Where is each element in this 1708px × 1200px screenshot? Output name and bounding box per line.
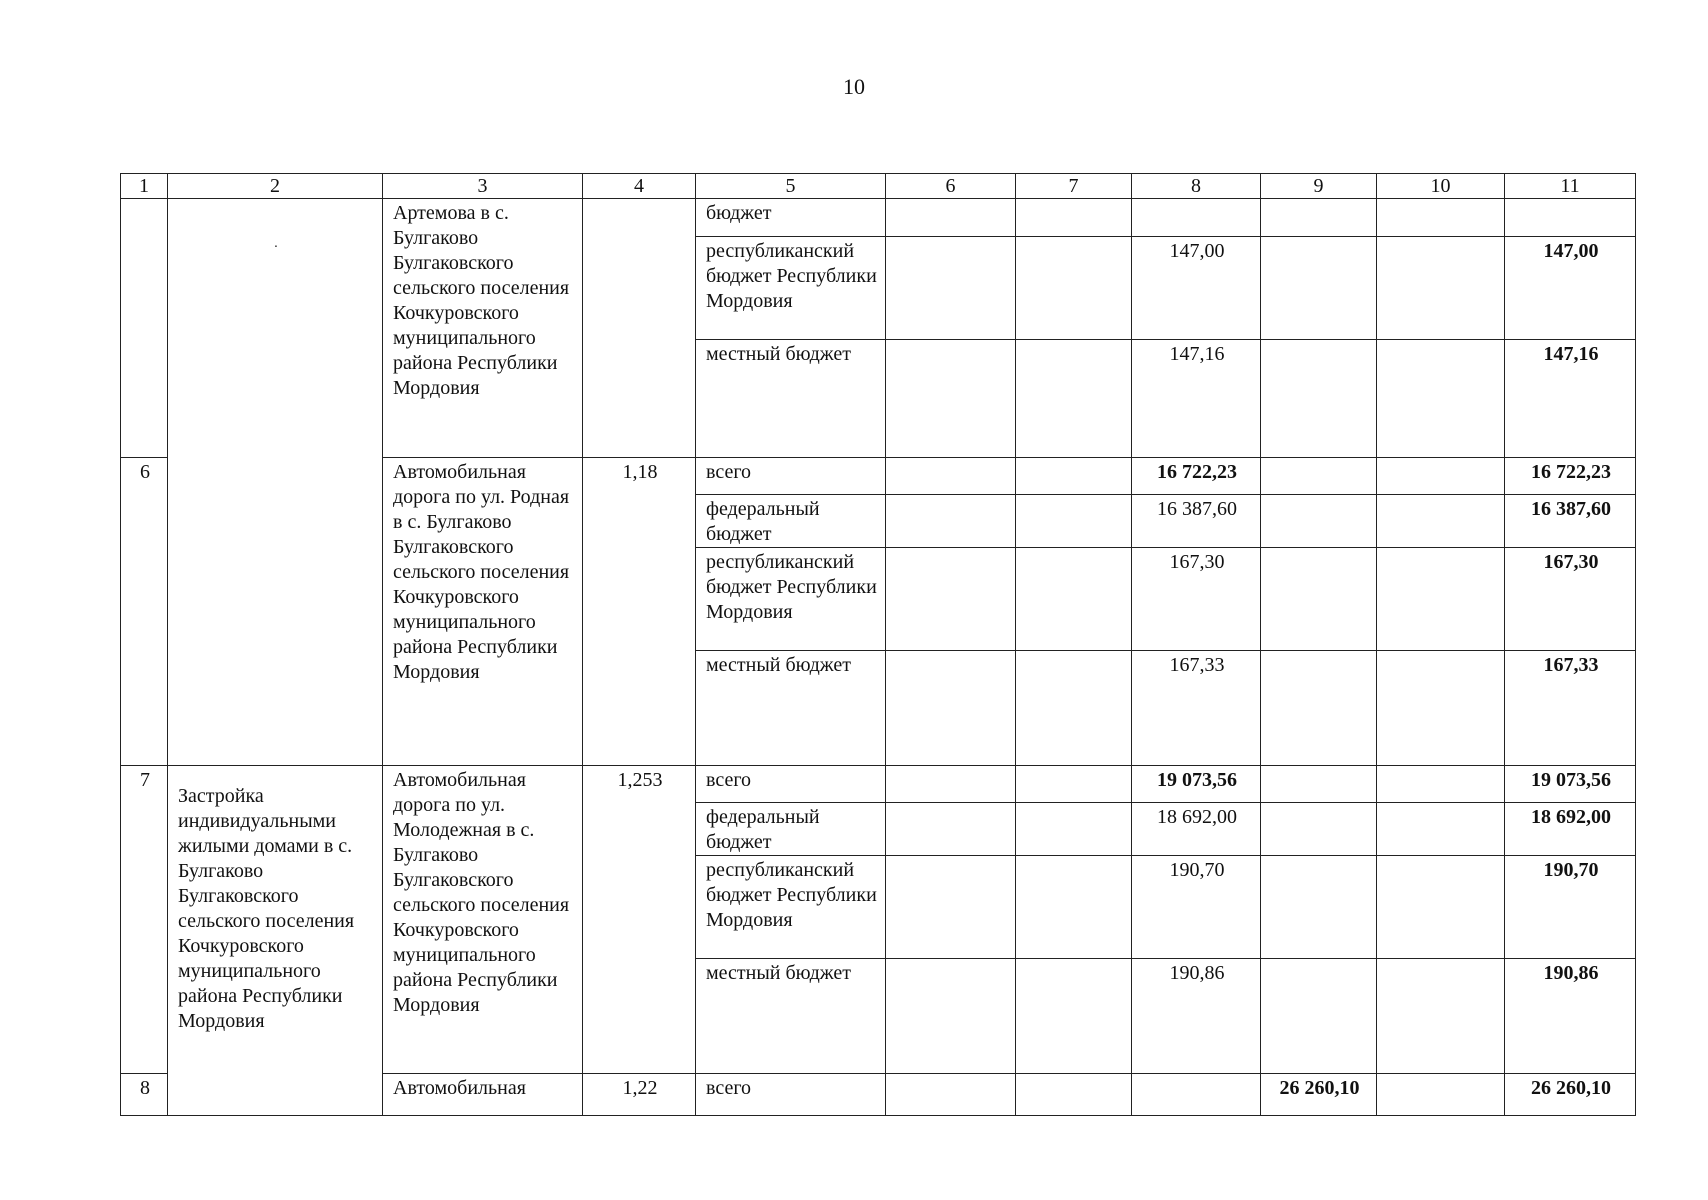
empty-cell <box>1016 199 1132 237</box>
length-cell: 1,253 <box>583 766 696 1074</box>
empty-cell <box>1016 548 1132 651</box>
source-cell: местный бюджет <box>696 340 886 458</box>
empty-cell <box>1377 199 1505 237</box>
road-name-cell: Автомобильная дорога по ул. Молодежная в с. Булгаково Булгаковского сельского поселения Кочкуровского муниципального района Республики Мордовия <box>383 766 583 1074</box>
source-cell: бюджет <box>696 199 886 237</box>
empty-cell <box>1377 651 1505 766</box>
source-cell: местный бюджет <box>696 959 886 1074</box>
amount-cell: 16 387,60 <box>1132 495 1261 548</box>
col-header: 4 <box>583 174 696 199</box>
amount-cell: 167,33 <box>1132 651 1261 766</box>
empty-cell <box>886 959 1016 1074</box>
length-cell <box>583 199 696 458</box>
empty-cell <box>1377 959 1505 1074</box>
source-cell: федеральный бюджет <box>696 495 886 548</box>
object-name-cell: Застройка индивидуальными жилыми домами в с. Булгаково Булгаковского сельского поселения Кочкуровского муниципального района Республики Мордовия <box>168 766 383 1116</box>
col-header: 8 <box>1132 174 1261 199</box>
road-name-cell: Автомобильная дорога по ул. Родная в с. Булгаково Булгаковского сельского поселения Кочкуровского муниципального района Республики Мордовия <box>383 458 583 766</box>
source-cell: всего <box>696 458 886 495</box>
empty-cell <box>1377 340 1505 458</box>
table-row <box>121 766 1636 803</box>
total-cell: 19 073,56 <box>1505 766 1636 803</box>
source-cell: республиканский бюджет Республики Мордовия <box>696 237 886 340</box>
row-number: 7 <box>121 766 168 1074</box>
col-header: 6 <box>886 174 1016 199</box>
empty-cell <box>886 766 1016 803</box>
amount-cell <box>1261 959 1377 1074</box>
empty-cell <box>886 651 1016 766</box>
amount-cell <box>1261 237 1377 340</box>
length-cell: 1,22 <box>583 1074 696 1116</box>
total-cell: 18 692,00 <box>1505 803 1636 856</box>
header-row <box>121 174 1636 199</box>
col-header: 10 <box>1377 174 1505 199</box>
empty-cell <box>1377 495 1505 548</box>
amount-cell: 147,16 <box>1132 340 1261 458</box>
total-cell <box>1505 199 1636 237</box>
source-cell: республиканский бюджет Республики Мордовия <box>696 856 886 959</box>
empty-cell <box>1377 548 1505 651</box>
amount-cell: 19 073,56 <box>1132 766 1261 803</box>
source-cell: всего <box>696 766 886 803</box>
empty-cell <box>1016 458 1132 495</box>
empty-cell <box>1016 856 1132 959</box>
length-cell: 1,18 <box>583 458 696 766</box>
empty-cell <box>886 548 1016 651</box>
col-header: 11 <box>1505 174 1636 199</box>
total-cell: 190,70 <box>1505 856 1636 959</box>
amount-cell <box>1261 803 1377 856</box>
amount-cell <box>1261 199 1377 237</box>
object-name-cell <box>168 199 383 766</box>
col-header: 9 <box>1261 174 1377 199</box>
empty-cell <box>1016 651 1132 766</box>
empty-cell <box>1016 340 1132 458</box>
empty-cell <box>886 856 1016 959</box>
empty-cell <box>886 340 1016 458</box>
amount-cell: 16 722,23 <box>1132 458 1261 495</box>
road-name-cell: Артемова в с. Булгаково Булгаковского сельского поселения Кочкуровского муниципального района Республики Мордовия <box>383 199 583 458</box>
empty-cell <box>886 237 1016 340</box>
source-cell: местный бюджет <box>696 651 886 766</box>
empty-cell <box>886 495 1016 548</box>
col-header: 2 <box>168 174 383 199</box>
amount-cell: 190,70 <box>1132 856 1261 959</box>
col-header: 7 <box>1016 174 1132 199</box>
empty-cell <box>1016 803 1132 856</box>
budget-table <box>120 173 1636 1116</box>
empty-cell <box>886 1074 1016 1116</box>
total-cell: 147,16 <box>1505 340 1636 458</box>
amount-cell <box>1132 199 1261 237</box>
amount-cell <box>1261 495 1377 548</box>
total-cell: 167,30 <box>1505 548 1636 651</box>
row-number <box>121 199 168 458</box>
empty-cell <box>1377 856 1505 959</box>
amount-cell <box>1261 651 1377 766</box>
col-header: 5 <box>696 174 886 199</box>
amount-cell <box>1261 458 1377 495</box>
source-cell: всего <box>696 1074 886 1116</box>
col-header: 3 <box>383 174 583 199</box>
col-header: 1 <box>121 174 168 199</box>
empty-cell <box>886 458 1016 495</box>
empty-cell <box>1016 495 1132 548</box>
dot-mark: · <box>273 240 279 255</box>
empty-cell <box>886 803 1016 856</box>
row-number: 6 <box>121 458 168 766</box>
total-cell: 190,86 <box>1505 959 1636 1074</box>
amount-cell <box>1261 766 1377 803</box>
amount-cell <box>1132 1074 1261 1116</box>
amount-cell: 190,86 <box>1132 959 1261 1074</box>
empty-cell <box>1016 766 1132 803</box>
page-number: 10 <box>843 74 865 99</box>
empty-cell <box>1377 237 1505 340</box>
amount-cell: 167,30 <box>1132 548 1261 651</box>
row-number: 8 <box>121 1074 168 1116</box>
empty-cell <box>1377 803 1505 856</box>
road-name-cell: Автомобильная <box>383 1074 583 1116</box>
empty-cell <box>886 199 1016 237</box>
empty-cell <box>1016 237 1132 340</box>
amount-cell: 147,00 <box>1132 237 1261 340</box>
total-cell: 16 387,60 <box>1505 495 1636 548</box>
total-cell: 167,33 <box>1505 651 1636 766</box>
amount-cell: 18 692,00 <box>1132 803 1261 856</box>
empty-cell <box>1377 1074 1505 1116</box>
empty-cell <box>1016 959 1132 1074</box>
empty-cell <box>1377 766 1505 803</box>
source-cell: федеральный бюджет <box>696 803 886 856</box>
table-row <box>121 199 1636 237</box>
amount-cell: 26 260,10 <box>1261 1074 1377 1116</box>
source-cell: республиканский бюджет Республики Мордовия <box>696 548 886 651</box>
total-cell: 16 722,23 <box>1505 458 1636 495</box>
amount-cell <box>1261 856 1377 959</box>
empty-cell <box>1377 458 1505 495</box>
amount-cell <box>1261 548 1377 651</box>
total-cell: 147,00 <box>1505 237 1636 340</box>
total-cell: 26 260,10 <box>1505 1074 1636 1116</box>
empty-cell <box>1016 1074 1132 1116</box>
amount-cell <box>1261 340 1377 458</box>
